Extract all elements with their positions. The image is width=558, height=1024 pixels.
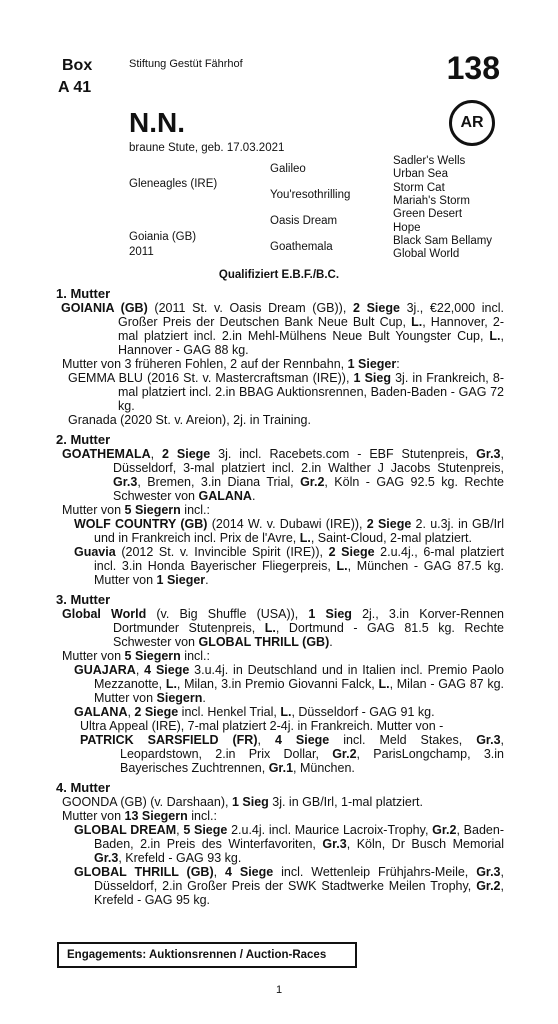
bold-text: Gr.2 (432, 823, 457, 837)
pedigree-sire-sire: Galileo (270, 163, 306, 175)
bold-text: GOATHEMALA (62, 447, 151, 461)
text-segment: 2.u.4j., 6-mal platziert incl. 3.in Honda Bayerischer Fliegerpreis, (94, 545, 505, 573)
pedigree-ggp: Black Sam Bellamy (393, 235, 493, 247)
engagements-box: Engagements: Auktionsrennen / Auction-Races (57, 942, 357, 968)
text-segment: incl. Henkel Trial, (178, 705, 281, 719)
bold-text: 1 Sieger (156, 573, 206, 587)
bold-text: L. (264, 621, 276, 635)
bold-text: GLOBAL THRILL (GB) (74, 865, 214, 879)
text-segment: , Dortmund - GAG 81.5 kg. Rechte Schwester von (113, 621, 505, 649)
text-segment: 3j. in GB/Irl, 1-mal platziert. (268, 795, 423, 809)
text-segment: , Hannover, 2-mal platziert incl. 2.in Mehl-Mülhens Neue Bult Youngster Cup, (118, 315, 504, 343)
text-segment: . (202, 691, 206, 705)
pedigree-ggp: Urban Sea (393, 168, 448, 180)
text-segment: (2014 W. v. Dubawi (IRE)), (207, 517, 367, 531)
text-segment: , (127, 705, 135, 719)
list-item (56, 413, 504, 427)
list-item (56, 719, 504, 733)
bold-text: 2 Siege (352, 301, 400, 315)
text-segment: , Milan, 3.in Premio Giovanni Falck, (176, 677, 379, 691)
bold-text: GUAJARA (74, 663, 136, 677)
list-item (56, 301, 504, 357)
family-details (56, 286, 504, 907)
text-segment: . (251, 489, 256, 503)
text-segment: , Baden-Baden, 2.in Preis des Winterfavoriten, (94, 823, 504, 851)
text-segment: 3j., €22,000 incl. Großer Preis der Deutschen Bank Neue Bult Cup, (118, 301, 504, 329)
text-segment: Mutter von (62, 649, 125, 663)
bold-text: 2 Siege (162, 447, 211, 461)
pedigree-sire: Gleneagles (IRE) (129, 178, 218, 190)
text-segment: , (150, 447, 163, 461)
text-segment: incl. Meld Stakes, (329, 733, 477, 747)
pedigree-ggp: Sadler's Wells (393, 155, 466, 167)
bold-text: Gr.3 (476, 447, 501, 461)
bold-text: 5 Siegern (124, 503, 181, 517)
text-segment: Mutter von (62, 503, 125, 517)
box-number: A 41 (58, 79, 92, 96)
text-segment: , Düsseldorf, 3-mal platziert incl. 2.in Walther J Jacobs Stutenpreis, (113, 447, 504, 475)
list-item (56, 865, 504, 907)
text-segment: , Krefeld - GAG 95 kg. (94, 879, 504, 907)
text-segment: 3.u.4j. in Deutschland und in Italien incl. Premio Paolo Mezzanotte, (94, 663, 504, 691)
text-segment: Mutter von 3 früheren Fohlen, 2 auf der Rennbahn, (62, 357, 348, 371)
bold-text: 13 Siegern (124, 809, 188, 823)
text-segment: (2012 St. v. Invincible Spirit (IRE)), (115, 545, 329, 559)
text-segment: : (396, 357, 400, 371)
bold-text: 1 Sieg (308, 607, 352, 621)
bold-text: 2 Siege (328, 545, 375, 559)
list-item (56, 517, 504, 545)
bold-text: 1 Sieger (347, 357, 397, 371)
list-item (56, 705, 504, 719)
text-segment: , Düsseldorf - GAG 91 kg. (291, 705, 435, 719)
text-segment: (2011 St. v. Oasis Dream (GB)), (147, 301, 353, 315)
pedigree-dam-year: 2011 (129, 246, 154, 258)
bold-text: GLOBAL DREAM (74, 823, 177, 837)
pedigree-dam-dam: Goathemala (270, 241, 333, 253)
list-item (56, 795, 504, 809)
text-segment: , Düsseldorf, 2.in Großer Preis der SWK Stadtwerke Meilen Trophy, (94, 865, 504, 893)
bold-text: 2 Siege (366, 517, 412, 531)
pedigree-ggp: Storm Cat (393, 182, 445, 194)
list-item (56, 663, 504, 705)
list-item (56, 823, 504, 865)
text-segment: , (257, 733, 275, 747)
text-segment: incl.: (180, 503, 210, 517)
section-title: 3. Mutter (56, 592, 111, 607)
list-item (56, 371, 504, 413)
bold-text: Gr.3 (476, 865, 501, 879)
section-title: 4. Mutter (56, 780, 111, 795)
text-segment: , (213, 865, 226, 879)
bold-text: GALANA (198, 489, 252, 503)
bold-text: L. (280, 705, 292, 719)
text-segment: , (176, 823, 184, 837)
bold-text: Gr.3 (476, 733, 501, 747)
text-segment: incl.: (180, 649, 210, 663)
bold-text: 2 Siege (134, 705, 179, 719)
pedigree-ggp: Mariah's Storm (393, 195, 470, 207)
list-item (56, 545, 504, 587)
text-segment: GOONDA (GB) (v. Darshaan), (62, 795, 232, 809)
bold-text: Gr.2 (300, 475, 325, 489)
text-segment: , München - GAG 87.5 kg. Mutter von (94, 559, 504, 587)
text-segment: , Bremen, 3.in Diana Trial, (137, 475, 301, 489)
horse-name: N.N. (129, 107, 185, 138)
bold-text: Gr.1 (268, 761, 294, 775)
bold-text: Global World (62, 607, 147, 621)
pedigree-ggp: Green Desert (393, 208, 463, 220)
bold-text: L. (165, 677, 177, 691)
bold-text: Gr.2 (476, 879, 501, 893)
text-segment: 2. u.3j. in GB/Irl und in Frankreich incl. Prix de l'Avre, (94, 517, 504, 545)
pedigree-ggp: Hope (393, 222, 421, 234)
pedigree-dam: Goiania (GB) (129, 231, 197, 243)
bold-text: GOIANIA (GB) (61, 301, 148, 315)
text-segment: , Köln, Dr Busch Memorial (346, 837, 504, 851)
bold-text: 4 Siege (274, 733, 330, 747)
list-item (56, 649, 504, 663)
text-segment: 2j., 3.in Korver-Rennen Dortmunder Stutenpreis, (113, 607, 504, 635)
text-segment: , Hannover - GAG 88 kg. (118, 329, 504, 357)
bold-text: 4 Siege (225, 865, 274, 879)
page-number: 1 (275, 984, 283, 996)
list-item (56, 357, 504, 371)
text-segment: , ParisLongchamp, 3.in Bayerisches Zuchtrennen, (120, 747, 504, 775)
list-item (56, 503, 504, 517)
text-segment: Ultra Appeal (IRE), 7-mal platziert 2-4j. in Frankreich. Mutter von - (80, 719, 444, 733)
ar-badge: AR (449, 100, 495, 146)
text-segment: , Saint-Cloud, 2-mal platziert. (310, 531, 473, 545)
bold-text: L. (489, 329, 501, 343)
bold-text: Gr.3 (113, 475, 138, 489)
text-segment: incl.: (187, 809, 217, 823)
bold-text: 1 Sieg (231, 795, 269, 809)
text-segment: Mutter von (62, 809, 125, 823)
section-title: 2. Mutter (56, 432, 111, 447)
bold-text: L. (299, 531, 311, 545)
bold-text: 5 Siege (183, 823, 228, 837)
bold-text: GALANA (74, 705, 128, 719)
pedigree-sire-dam: You'resothrilling (270, 189, 351, 201)
text-segment: , (135, 663, 145, 677)
bold-text: WOLF COUNTRY (GB) (74, 517, 208, 531)
breeder: Stiftung Gestüt Fährhof (129, 58, 243, 70)
pedigree-dam-sire: Oasis Dream (270, 215, 338, 227)
box-label: Box (62, 57, 93, 74)
horse-description: braune Stute, geb. 17.03.2021 (129, 142, 285, 154)
text-segment: . (329, 635, 333, 649)
pedigree-ggp: Global World (393, 248, 460, 260)
list-item (56, 809, 504, 823)
bold-text: GLOBAL THRILL (GB) (198, 635, 330, 649)
text-segment: , Krefeld - GAG 93 kg. (118, 851, 242, 865)
bold-text: L. (336, 559, 348, 573)
list-item (56, 607, 504, 649)
text-segment: 3j. in Frankreich, 8-mal platziert incl. 2.in BBAG Auktionsrennen, Baden-Baden - GAG 72 kg. (118, 371, 504, 413)
text-segment: , Köln - GAG 92.5 kg. Rechte Schwester von (113, 475, 505, 503)
bold-text: Guavia (74, 545, 116, 559)
text-segment: , Milan - GAG 87 kg. Mutter von (94, 677, 504, 705)
text-segment: Granada (2020 St. v. Areion), 2j. in Training. (68, 413, 311, 427)
text-segment: , Leopardstown, 2.in Prix Dollar, (120, 733, 505, 761)
bold-text: PATRICK SARSFIELD (FR) (80, 733, 258, 747)
list-item (56, 447, 504, 503)
text-segment: incl. Wettenleip Frühjahrs-Meile, (273, 865, 477, 879)
list-item (56, 733, 504, 775)
bold-text: 4 Siege (144, 663, 190, 677)
text-segment: GEMMA BLU (2016 St. v. Mastercraftsman (IRE)), (68, 371, 354, 385)
text-segment: . (205, 573, 209, 587)
text-segment: , München. (293, 761, 355, 775)
qualification: Qualifiziert E.B.F./B.C. (218, 269, 340, 281)
bold-text: Siegern (156, 691, 203, 705)
bold-text: Gr.3 (94, 851, 119, 865)
section-title: 1. Mutter (56, 286, 111, 301)
bold-text: L. (411, 315, 423, 329)
bold-text: 5 Siegern (124, 649, 181, 663)
text-segment: (v. Big Shuffle (USA)), (146, 607, 309, 621)
text-segment: 3j. incl. Racebets.com - EBF Stutenpreis, (210, 447, 477, 461)
text-segment: 2.u.4j. incl. Maurice Lacroix-Trophy, (227, 823, 433, 837)
bold-text: 1 Sieg (353, 371, 391, 385)
lot-number: 138 (446, 50, 500, 86)
bold-text: L. (378, 677, 390, 691)
bold-text: Gr.2 (332, 747, 357, 761)
bold-text: Gr.3 (322, 837, 347, 851)
